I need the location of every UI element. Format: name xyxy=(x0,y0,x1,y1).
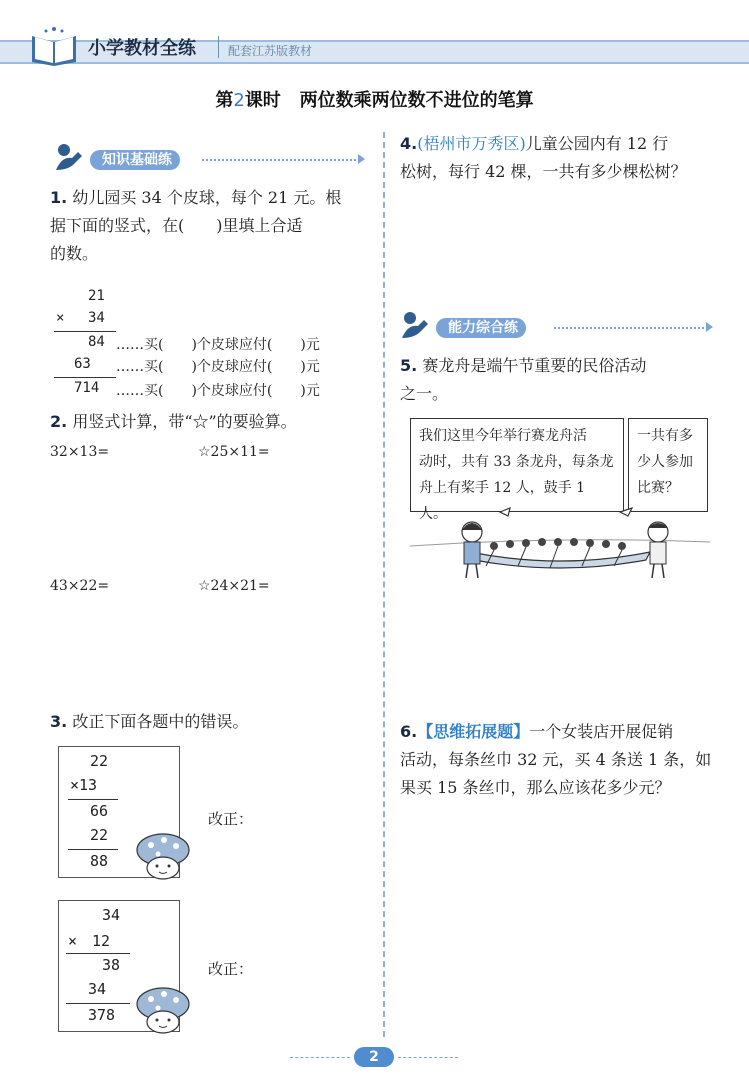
question-2 xyxy=(50,408,370,436)
speech-bubble-left xyxy=(410,418,624,522)
box2-multiplicand: 34 xyxy=(102,906,121,924)
q1-number: 1. xyxy=(50,188,68,207)
q1-text-c: 的数。 xyxy=(50,244,99,263)
lesson-suffix: 课时 xyxy=(244,90,281,111)
lesson-number: 2 xyxy=(233,90,245,111)
question-3 xyxy=(50,708,370,736)
box1-result: 88 xyxy=(90,852,109,870)
q6-text-c: 果买 15 条丝巾，那么应该花多少元？ xyxy=(400,778,671,797)
q2-expr-3: 43×22= xyxy=(50,578,110,594)
box1-multiplicand: 22 xyxy=(90,752,109,770)
question-1 xyxy=(50,184,370,268)
q1-times-sign: × xyxy=(56,310,65,326)
lesson-title xyxy=(0,86,749,112)
bubble-left-line-1: 我们这里今年举行赛龙舟活 xyxy=(419,428,587,444)
box1-multiplier: ×13 xyxy=(70,776,98,794)
q1-fill-3: ……买( )个皮球应付( )元 xyxy=(116,383,320,399)
q2-expr-2: ☆25×11= xyxy=(198,444,270,460)
q2-expr-4: ☆24×21= xyxy=(198,578,270,594)
q4-source-tag: (梧州市万秀区) xyxy=(417,134,526,153)
q1-multiplicand: 21 xyxy=(88,288,105,304)
q6-text-b: 活动，每条丝巾 32 元，买 4 条送 1 条，如 xyxy=(400,750,712,769)
q4-text-a: 儿童公园内有 12 行 xyxy=(525,134,669,153)
box2-rule-1 xyxy=(66,953,130,954)
q4-number: 4. xyxy=(400,134,418,153)
q5-number: 5. xyxy=(400,356,418,375)
section-banner-basic xyxy=(52,146,372,172)
q6-text-a: 一个女装店开展促销 xyxy=(529,722,674,741)
box1-rule-2 xyxy=(68,849,118,850)
fix-label-1: 改正： xyxy=(208,810,254,828)
q1-multiplier: 34 xyxy=(88,310,105,326)
speech-bubble-right xyxy=(628,418,708,512)
q4-text-b: 松树，每行 42 棵，一共有多少棵松树？ xyxy=(400,162,687,181)
box1-partial-2: 22 xyxy=(90,826,109,844)
mushroom-mascot-icon xyxy=(134,830,192,880)
section-banner-ability xyxy=(398,314,720,340)
q1-total: 714 xyxy=(74,380,100,396)
q1-fill-1: ……买( )个皮球应付( )元 xyxy=(116,337,320,353)
bubble-left-line-2: 动时，共有 33 条龙舟，每条龙 xyxy=(419,454,614,470)
box2-partial-2: 34 xyxy=(88,980,107,998)
q2-number: 2. xyxy=(50,412,68,431)
section-label-ability: 能力综合练 xyxy=(436,318,526,338)
box2-result: 378 xyxy=(88,1006,116,1024)
question-6 xyxy=(400,718,725,802)
bubble-left-line-3: 舟上有桨手 12 人，鼓手 1 人。 xyxy=(419,480,586,522)
q1-fill-2: ……买( )个皮球应付( )元 xyxy=(116,359,320,375)
question-5 xyxy=(400,352,725,408)
q2-text: 用竖式计算，带“☆”的要验算。 xyxy=(72,412,297,431)
box2-partial-1: 38 xyxy=(102,956,121,974)
q3-text: 改正下面各题中的错误。 xyxy=(72,712,249,731)
dragon-boat-illustration xyxy=(410,506,710,578)
banner-arrow-icon xyxy=(358,154,365,164)
lesson-topic: 两位数乘两位数不进位的笔算 xyxy=(299,90,534,111)
box1-partial-1: 66 xyxy=(90,802,109,820)
box2-multiplier: × 12 xyxy=(68,932,111,950)
q2-expr-1: 32×13= xyxy=(50,444,110,460)
book-logo-icon xyxy=(28,22,80,66)
edition-label: 配套江苏版教材 xyxy=(228,44,313,58)
q1-rule-2 xyxy=(54,377,116,378)
q1-text-a: 幼儿园买 34 个皮球，每个 21 元。根 xyxy=(72,188,342,207)
banner-dots xyxy=(202,159,360,161)
lesson-prefix: 第 xyxy=(215,90,234,111)
bubble-right-line-1: 一共有多 xyxy=(637,428,693,444)
banner-arrow-icon xyxy=(706,322,713,332)
q1-rule-1 xyxy=(54,331,116,332)
reading-figure-icon xyxy=(52,142,86,172)
header-separator xyxy=(218,36,219,58)
q1-text-b: 据下面的竖式，在( )里填上合适 xyxy=(50,216,303,235)
q1-partial-1: 84 xyxy=(88,334,105,350)
bubble-right-line-2: 少人参加 xyxy=(637,454,693,470)
banner-dots xyxy=(554,327,708,329)
section-label-basic: 知识基础练 xyxy=(90,150,180,170)
q1-partial-2: 63 xyxy=(74,356,91,372)
footer-rule-right xyxy=(398,1057,458,1058)
q5-text-b: 之一。 xyxy=(400,384,449,403)
page-number: 2 xyxy=(354,1047,394,1067)
reading-figure-icon xyxy=(398,310,432,340)
box1-rule-1 xyxy=(68,799,118,800)
question-4 xyxy=(400,130,725,186)
q6-number: 6. xyxy=(400,722,418,741)
footer-rule-left xyxy=(290,1057,350,1058)
series-title: 小学教材全练 xyxy=(88,38,196,59)
bubble-right-line-3: 比赛？ xyxy=(637,480,679,496)
q3-number: 3. xyxy=(50,712,68,731)
fix-label-2: 改正： xyxy=(208,960,254,978)
q5-text-a: 赛龙舟是端午节重要的民俗活动 xyxy=(422,356,647,375)
mushroom-mascot-icon xyxy=(134,984,192,1034)
q6-category-tag: 【思维拓展题】 xyxy=(417,722,530,741)
box2-rule-2 xyxy=(66,1003,130,1004)
column-divider xyxy=(383,132,385,1037)
